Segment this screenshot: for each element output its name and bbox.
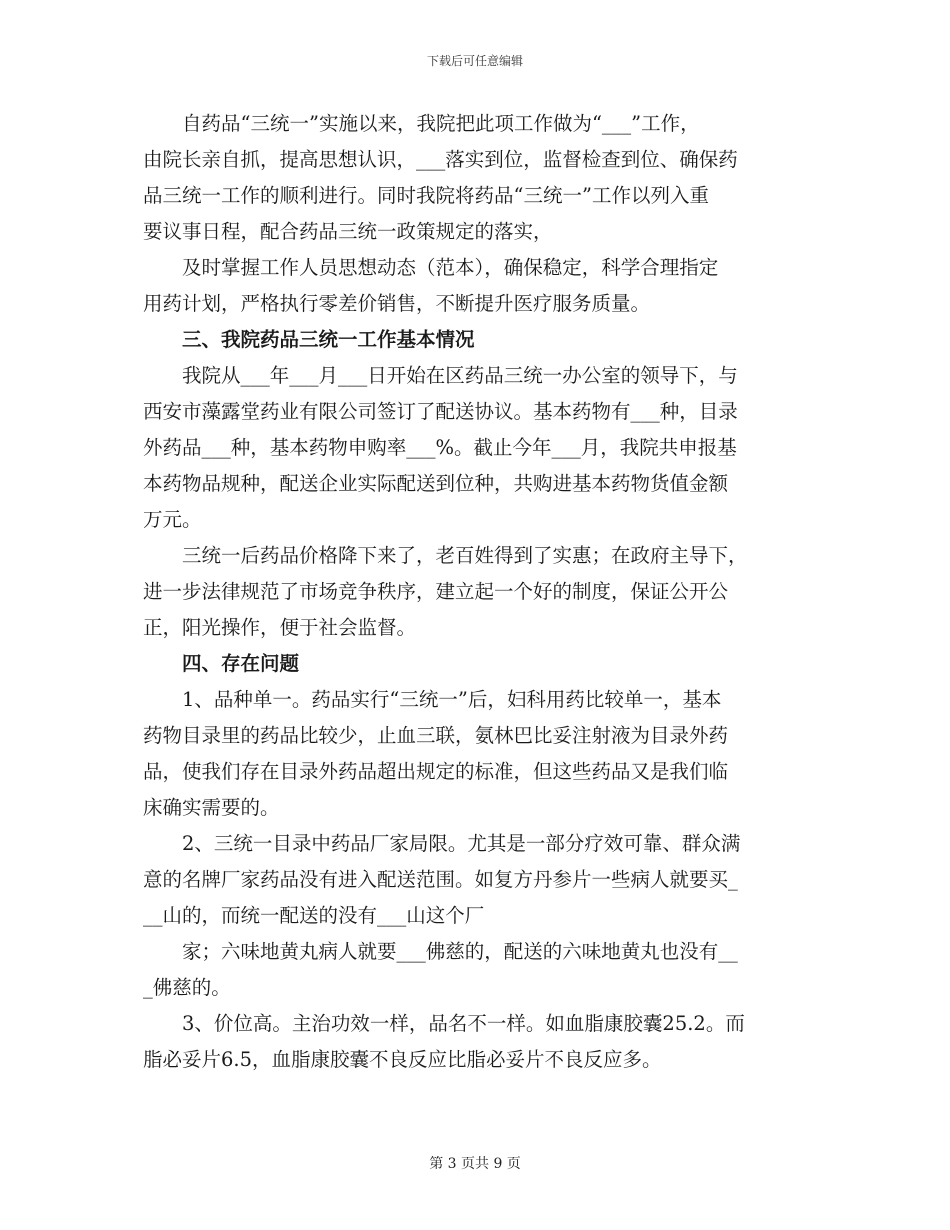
paragraph-line: 要议事日程，配合药品三统一政策规定的落实，	[143, 220, 553, 243]
paragraph-line: 3、价位高。主治功效一样，品名不一样。如血脂康胶囊25.2。而	[182, 1012, 745, 1035]
paragraph-line: 本药物品规种，配送企业实际配送到位种，共购进基本药物货值金额	[143, 472, 729, 495]
paragraph	[143, 1006, 807, 1078]
page-footer: 第 3 页共 9 页	[429, 1156, 521, 1172]
paragraph-line: 品三统一工作的顺利进行。同时我院将药品“三统一”工作以列入重	[143, 184, 709, 207]
paragraph-line: 万元。	[143, 508, 202, 531]
paragraph-line: 用药计划，严格执行零差价销售，不断提升医疗服务质量。	[143, 292, 651, 315]
paragraph-line: 我院从___年___月___日开始在区药品三统一办公室的领导下，与	[182, 364, 738, 387]
paragraph-line: 1、品种单一。药品实行“三统一”后，妇科用药比较单一，基本	[182, 688, 722, 711]
page-header: 下载后可任意编辑	[426, 54, 523, 68]
paragraph	[143, 682, 807, 826]
paragraph-line: __山的，而统一配送的没有___山这个厂	[143, 904, 485, 927]
paragraph	[143, 106, 807, 250]
paragraph-line: _佛慈的。	[143, 976, 231, 999]
paragraph-line: 家；六味地黄丸病人就要___佛慈的，配送的六味地黄丸也没有__	[182, 940, 738, 963]
paragraph	[143, 358, 807, 538]
paragraph-line: 脂必妥片6.5，血脂康胶囊不良反应比脂必妥片不良反应多。	[143, 1048, 662, 1071]
paragraph-line: 床确实需要的。	[143, 796, 280, 819]
document-body	[143, 106, 807, 1078]
paragraph-line: 及时掌握工作人员思想动态（范本），确保稳定，科学合理指定	[182, 256, 719, 279]
paragraph-line: 正，阳光操作，便于社会监督。	[143, 616, 417, 639]
paragraph-line: 进一步法律规范了市场竞争秩序，建立起一个好的制度，保证公开公	[143, 580, 729, 603]
paragraph-line: 由院长亲自抓，提高思想认识，___落实到位，监督检查到位、确保药	[143, 148, 738, 171]
paragraph-line: 意的名牌厂家药品没有进入配送范围。如复方丹参片一些病人就要买_	[143, 868, 738, 891]
paragraph-line: 药物目录里的药品比较少，止血三联，氨林巴比妥注射液为目录外药	[143, 724, 729, 747]
paragraph-line: 西安市藻露堂药业有限公司签订了配送协议。基本药物有___种，目录	[143, 400, 738, 423]
paragraph-line: 自药品“三统一”实施以来，我院把此项工作做为“___”工作，	[182, 112, 700, 135]
paragraph-line: 2、三统一目录中药品厂家局限。尤其是一部分疗效可靠、群众满	[182, 832, 741, 855]
paragraph	[143, 934, 807, 1006]
section-heading: 四、存在问题	[182, 652, 300, 675]
paragraph-line: 三统一后药品价格降下来了，老百姓得到了实惠；在政府主导下，	[182, 544, 748, 567]
paragraph	[143, 250, 807, 322]
paragraph-line: 外药品___种，基本药物申购率___%。截止今年___月，我院共申报基	[143, 436, 737, 459]
section-heading: 三、我院药品三统一工作基本情况	[182, 328, 475, 351]
paragraph-line: 品，使我们存在目录外药品超出规定的标准，但这些药品又是我们临	[143, 760, 729, 783]
paragraph	[143, 538, 807, 646]
paragraph	[143, 826, 807, 934]
